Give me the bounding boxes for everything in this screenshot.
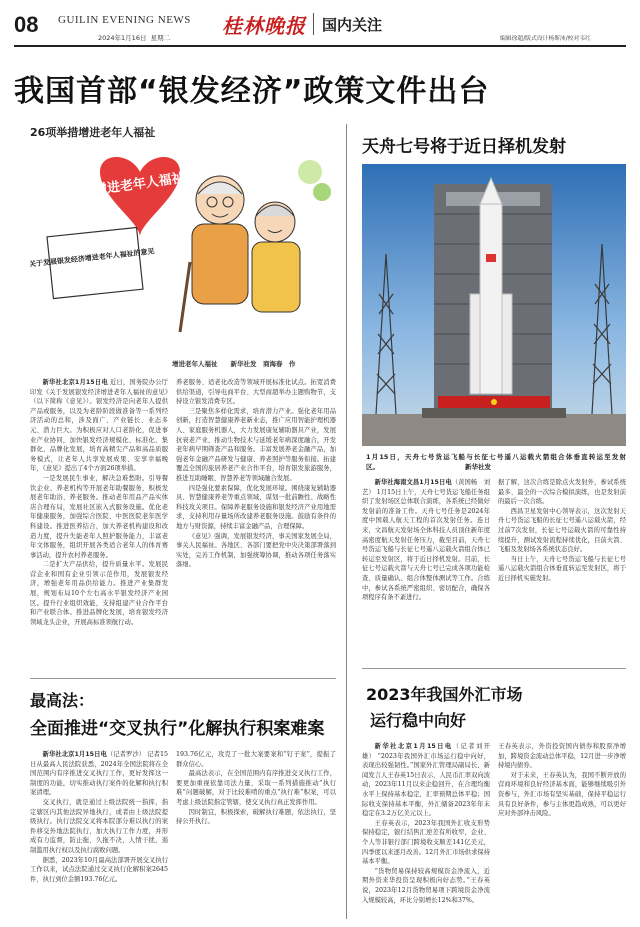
trial-headline: 全面推进“交叉执行”化解执行积案难案 [30, 719, 325, 739]
illustration-doc-title: 关于发展银发经济增进老年人福祉的意见 [30, 247, 155, 269]
main-col2 [176, 378, 336, 668]
paper-logo: 桂林晚报 [222, 14, 306, 38]
rocket-col2-para1: 据了解，这次合练是除点火发射外，参试系统最多、最全的一次综合模拟演练，也是发射前的最后一次合练。 [498, 479, 626, 506]
illustration [30, 142, 336, 342]
rocket-photo-credit: 新华社发 [465, 463, 491, 471]
trial-col1-para3: 据悉，2023年10月最高法部署开展交叉执行工作以来，试点法院通过交叉执行化解积案2645件，执行到位金额193.76亿元。 [30, 856, 168, 883]
trial-top-rule [30, 678, 336, 679]
main-col1-para3: 二是扩大产品供给，提升质量水平。发展民营企业和国有企业引领示范作用，发展银发经济，增强老年用品供给能力。推进产业集群发展，规划布局10个左右高水平银发经济产业园区。提升行业组织效能，支持组建产业合作平台和产业联合体。推进品牌化发展，培育银发经济领域龙头企业，开展高标准领航行动。 [30, 561, 168, 626]
main-col1 [30, 378, 168, 668]
illustration-caption: 增进老年人福祉 新华社发 商海春 作 [172, 360, 296, 368]
elderly-cartoon-illustration [30, 142, 336, 342]
forex-col2-para1: 王春英表示，外资投资国内债券和股票净增加，跨境资金流动总体平稳，12月进一步净增持境内债券。 [498, 743, 626, 770]
forex-col2-para2: 对于未来，王春英认为，我国不断开放的营商环境和良好经济基本面，能够继续吸引外资参与，外汇市场有坚实基础，保持平稳运行具有良好条件，参与主体更趋成熟，可以更好应对外部冲击风险。 [498, 771, 626, 818]
trial-col2-para3: 因时制宜，积极探索，破解执行难题，依法执行，坚持公开执行。 [176, 808, 336, 826]
forex-col1-para3: “货物贸易保持较高规模资金净流入，近期外资来华投资呈现积极向好态势。”王春英说，2023年12月货物贸易项下跨境资金净流入规模较高，环比分别增长12%和37%。 [362, 867, 490, 904]
forex-headline-line1: 2023年我国外汇市场 [366, 685, 523, 704]
forex-byline: （记者刘开雄） [362, 743, 490, 760]
header-rule [14, 45, 626, 47]
forex-headline-line2: 运行稳中向好 [370, 711, 467, 730]
trial-byline: （记者罗沙） [106, 751, 146, 758]
main-col2-para1: 养老服务、适老化改造等领域开展标准化试点。拓宽消费供给渠道，引导电商平台、大型商超举办主题购物节，支持设立银发消费专区。 [176, 379, 336, 406]
launch-tower-photo [362, 164, 626, 446]
main-subheadline: 26项举措增进老年人福祉 [30, 126, 156, 139]
page-number: 08 [14, 12, 39, 37]
rocket-headline: 天舟七号将于近日择机发射 [362, 137, 566, 157]
trial-col2-para2: 最高法表示，在全国范围内有序推进交叉执行工作，要更加重视依靠司法力量，采取一系列措施推动“执行难”问题破解，对于比较难啃的重点“执行难”积案，可以考虑上级法院指定管辖，使交叉执行真正发挥作用。 [176, 770, 336, 806]
trial-col2-para1: 193.76亿元，攻克了一批大案要案和“钉子案”，提振了群众信心。 [176, 751, 336, 768]
main-headline: 我国首部“银发经济”政策文件出台 [14, 74, 490, 109]
forex-col1-para1: “2023年我国外汇市场运行稳中向好，表现出较强韧性。”国家外汇管理局副局长、新闻发言人王春英15日表示，人民币汇率双向波动，2023年11月以来企稳回升，在合理均衡水平上保持基本稳定，汇率预期总体平稳；国际收支保持基本平衡，外汇储备2023年年末稳定在3.2万亿美元以上。 [362, 752, 490, 818]
trial-col2 [176, 750, 336, 920]
rocket-col1-para1: 1月15日上午，天舟七号货运飞船任务组织了发射场区总体联合演练，各系统已经做好发射前的准备工作。天舟七号任务是2024年度中国载人航天工程的首次发射任务。连日来，文昌航天发射场全体科技人员顶住新年度高密度航天发射任务压力，截至目前，天舟七号货运飞船与长征七号遥八运载火箭组合体已转运至发射区，将于近日择机发射。目前，长征七号运载火箭与天舟七号已完成各项功能检查、质量确认、组合体整体测试等工作。合练中，参试各系统严密组织、密切配合，确保各项程序有条不紊进行。 [362, 488, 490, 602]
main-col2-para2: 三是聚焦多样化需求，培育潜力产业。强化老年用品创新，打造智慧健康养老新业态，推广应用智能护理机器人、家庭服务机器人，大力发展康复辅助器具产业，发展抗衰老产业，推动生物技术与延缓老年病深度融合，开发老年病早期筛查产品和服务。丰富发展养老金融产品，加强老年金融产品研发与健康、养老照护等服务衔接。拓建覆盖全国的旅居养老产业合作平台，培育银发旅游服务，推进互助睡眠、智慧养老等领域融合发展。 [176, 407, 336, 482]
issue-date: 2024年1月16日 星期二 [98, 34, 171, 42]
forex-col1 [362, 742, 490, 920]
paper-name-en: GUILIN EVENING NEWS [58, 14, 191, 26]
main-col2-para4: 《意见》强调，发展银发经济，事关国家发展全局，事关人民福祉。各地区、各部门要把党中央决策部署落到实处，完善工作机制，加强统筹协调，推动各项任务落实落细。 [176, 532, 336, 569]
main-col2-para3: 四是强化要素保障，优化发展环境。围绕康复辅助器具、智慧健康养老等重点领域，谋划一批前瞻性、战略性科技攻关项目。保障养老服务设施和银发经济产业用地需求，支持利用存量场所改建养老服务设施。鼓励有条件的地方与财资源，持续丰富金融产品，合理保障。 [176, 484, 336, 530]
center-column-rule [346, 124, 347, 919]
rocket-byline: （黄国畅 刘艺） [362, 479, 490, 496]
illustration-banner-text: 增进老年人福祉 [93, 170, 186, 199]
logo-divider [313, 13, 314, 35]
main-dateline: 新华社北京1月15日电 [42, 379, 108, 386]
trial-col1 [30, 750, 168, 920]
forex-col1-para2: 王春英表示，2023年我国外汇收支形势保持稳定，银行结售汇逆差有所收窄，企业、个人等非银行部门跨境收支顺差141亿美元，四季度以来逐月改善。12月外汇市场供求保持基本平衡。 [362, 819, 490, 866]
trial-col1-para1: 记者15日从最高人民法院获悉，2024年全国法院将在全国范围内有序推进交叉执行工作，更好发挥这一制度的功能，切实推动执行案件的化解和执行积案清理。 [30, 751, 168, 797]
editors-credit: 编辑徐超/版式设计杨斯沛/校对韦红 [500, 36, 591, 42]
trial-dateline: 新华社北京1月15日电 [42, 751, 107, 758]
rocket-col2-para3: 当日上午，天舟七号货运飞船与长征七号遥八运载火箭组合体垂直转运至发射区，将于近日择机实施发射。 [498, 555, 626, 582]
trial-kicker: 最高法： [30, 691, 95, 710]
rocket-col1 [362, 478, 490, 658]
forex-dateline: 新华社北京1月15日电 [374, 743, 453, 750]
rocket-photo [362, 164, 626, 446]
main-col1-para2: 一是发展民生事业，解决急难愁盼。引导餐饮企业、养老机构等开展老年助餐服务，积极发展老年助浴、养老服务。推动老年用品产品实体店合理布局，发展社区嵌入式服务设施。优化老年健康服务，加强综合医院、中医医院老年医学科建设。推进医养结合，加大养老机构建设和改造力度，提升失能老年人照护服务能力，丰富老年文体服务，组织开展各类适合老年人的体育赛事活动，提升农村养老服务。 [30, 474, 168, 559]
rocket-col2 [498, 478, 626, 658]
section-title: 国内关注 [322, 16, 383, 34]
main-col1-para1: 近日，国务院办公厅印发《关于发展银发经济增进老年人福祉的意见》（以下简称《意见》）。银发经济是向老年人提供产品或服务，以及为老龄阶段做准备等一系列经济活动的总和，涉及面广、产业链长、业态多元、潜力巨大。为积极应对人口老龄化，促进事业产业协同，加快银发经济规模化、标准化、集群化、品牌化发展，培育高精尖产品和高品质服务模式，让老年人共享发展成果、安享幸福晚年，《意见》提出了4个方面26项举措。 [30, 379, 168, 473]
forex-top-rule [362, 668, 626, 669]
rocket-col2-para2: 西昌卫星发射中心领导表示，这次发射天舟七号货运飞船的长征七号遥八运载火箭，经过前7次发射，长征七号运载火箭的可靠性持续提升，测试发射流程持续优化，目前火箭、飞船及发射场各系统状态良好。 [498, 507, 626, 554]
rocket-photo-caption: 1月15日，天舟七号货运飞船与长征七号遥八运载火箭组合体垂直转运至发射区。 新华社发 [366, 453, 626, 471]
rocket-dateline: 新华社海南文昌1月15日电 [374, 479, 452, 486]
forex-col2 [498, 742, 626, 920]
trial-col1-para2: 交叉执行，就是通过上级法院统一指挥，指定辖区内其他法院异地执行，或者由上级法院提级执行。执行法院交叉将本院部分难以执行的案件移交外地法院执行，加大执行工作力度，并形成有力监督，防止拖、久拖不决，人情干扰，遏制滥用执行权以及执行腐败问题。 [30, 798, 168, 854]
page-header [0, 0, 640, 44]
